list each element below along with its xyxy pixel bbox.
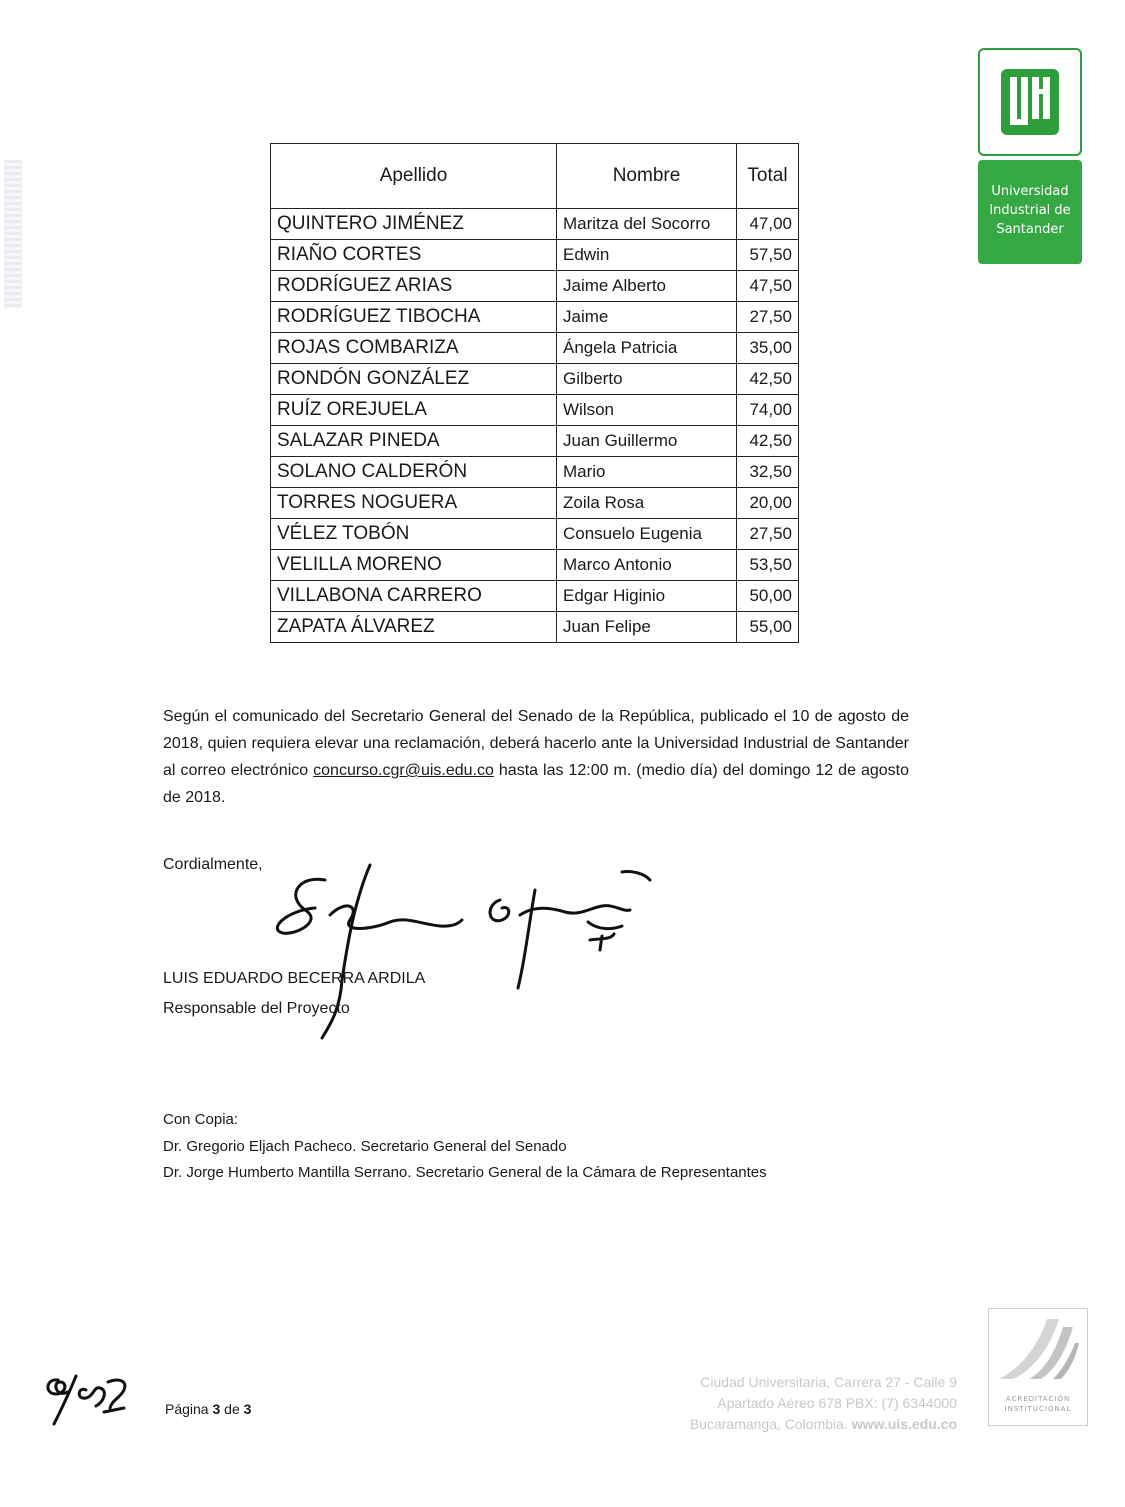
cell-apellido: VELILLA MORENO bbox=[271, 550, 557, 581]
cell-nombre: Wilson bbox=[557, 395, 737, 426]
logo-label-line-2: Industrial de bbox=[989, 203, 1071, 218]
page-label: Página bbox=[165, 1401, 209, 1417]
table-row bbox=[271, 519, 799, 550]
cc-title: Con Copia: bbox=[163, 1111, 239, 1128]
logo-label-line-1: Universidad bbox=[991, 184, 1069, 199]
cell-apellido: TORRES NOGUERA bbox=[271, 488, 557, 519]
footer-city: Bucaramanga, Colombia. bbox=[689, 1416, 848, 1432]
header-apellido: Apellido bbox=[271, 144, 557, 209]
signer-role: Responsable del Proyecto bbox=[163, 1000, 350, 1017]
cell-nombre: Maritza del Socorro bbox=[557, 209, 737, 240]
footer-website[interactable]: www.uis.edu.co bbox=[851, 1416, 957, 1432]
page-of: de bbox=[224, 1401, 240, 1417]
table-row bbox=[271, 209, 799, 240]
cell-total: 74,00 bbox=[737, 395, 799, 426]
notice-paragraph bbox=[163, 703, 909, 811]
cell-apellido: RODRÍGUEZ ARIAS bbox=[271, 271, 557, 302]
paragraph-text-after: hasta las 12:00 m. (medio día) del domingo 12 de agosto de 2018. bbox=[163, 762, 910, 806]
cell-total: 55,00 bbox=[737, 612, 799, 643]
table-header-row bbox=[271, 144, 799, 209]
cc-line-1: Dr. Gregorio Eljach Pacheco. Secretario General del Senado bbox=[163, 1138, 567, 1155]
cell-apellido: ZAPATA ÁLVAREZ bbox=[271, 612, 557, 643]
table-row bbox=[271, 457, 799, 488]
closing-text: Cordialmente, bbox=[163, 856, 263, 873]
cell-nombre: Jaime bbox=[557, 302, 737, 333]
cell-total: 20,00 bbox=[737, 488, 799, 519]
cell-nombre: Jaime Alberto bbox=[557, 271, 737, 302]
accreditation-line-1: ACREDITACIÓN bbox=[1005, 1395, 1071, 1403]
cell-apellido: SOLANO CALDERÓN bbox=[271, 457, 557, 488]
logo-label-line-3: Santander bbox=[996, 222, 1064, 237]
page-current: 3 bbox=[212, 1401, 221, 1417]
cell-apellido: ROJAS COMBARIZA bbox=[271, 333, 557, 364]
cell-apellido: RONDÓN GONZÁLEZ bbox=[271, 364, 557, 395]
header-nombre: Nombre bbox=[557, 144, 737, 209]
cell-apellido: VÉLEZ TOBÓN bbox=[271, 519, 557, 550]
table-row bbox=[271, 333, 799, 364]
footer-address bbox=[690, 1372, 957, 1435]
footer-line-2: Apartado Aéreo 678 PBX: (7) 6344000 bbox=[717, 1395, 957, 1411]
cell-nombre: Edwin bbox=[557, 240, 737, 271]
results-table bbox=[270, 143, 799, 643]
uis-logo bbox=[978, 48, 1082, 156]
cell-total: 32,50 bbox=[737, 457, 799, 488]
cell-nombre: Zoila Rosa bbox=[557, 488, 737, 519]
table-row bbox=[271, 488, 799, 519]
page-number bbox=[165, 1401, 251, 1417]
table-row bbox=[271, 364, 799, 395]
cell-total: 42,50 bbox=[737, 364, 799, 395]
cell-nombre: Edgar Higinio bbox=[557, 581, 737, 612]
cell-nombre: Ángela Patricia bbox=[557, 333, 737, 364]
cell-total: 50,00 bbox=[737, 581, 799, 612]
cell-total: 27,50 bbox=[737, 302, 799, 333]
cell-total: 47,50 bbox=[737, 271, 799, 302]
uis-logo-label bbox=[978, 160, 1082, 264]
cell-apellido: RUÍZ OREJUELA bbox=[271, 395, 557, 426]
table-row bbox=[271, 302, 799, 333]
page-total: 3 bbox=[243, 1401, 252, 1417]
cell-nombre: Mario bbox=[557, 457, 737, 488]
cc-line-2: Dr. Jorge Humberto Mantilla Serrano. Secretario General de la Cámara de Representantes bbox=[163, 1164, 767, 1181]
cell-nombre: Juan Guillermo bbox=[557, 426, 737, 457]
cell-total: 57,50 bbox=[737, 240, 799, 271]
cell-apellido: VILLABONA CARRERO bbox=[271, 581, 557, 612]
header-total: Total bbox=[737, 144, 799, 209]
side-stamp-mark bbox=[4, 160, 22, 308]
table-row bbox=[271, 271, 799, 302]
cell-total: 35,00 bbox=[737, 333, 799, 364]
accreditation-line-2: INSTITUCIONAL bbox=[1004, 1405, 1072, 1413]
paragraph-text-before: Según el comunicado del Secretario General del Senado de la República, publicado el 10 de agosto de 2018, quien requiera elevar una reclamación, deberá hacerlo ante la Universidad Industrial de Santander al correo electrónico bbox=[163, 708, 909, 779]
table-row bbox=[271, 581, 799, 612]
cell-apellido: SALAZAR PINEDA bbox=[271, 426, 557, 457]
handwritten-initials bbox=[38, 1368, 138, 1428]
table-row bbox=[271, 395, 799, 426]
handwritten-signature bbox=[230, 860, 670, 1050]
cell-total: 27,50 bbox=[737, 519, 799, 550]
accreditation-seal bbox=[988, 1308, 1088, 1426]
email-link[interactable]: concurso.cgr@uis.edu.co bbox=[313, 762, 494, 779]
cell-apellido: RIAÑO CORTES bbox=[271, 240, 557, 271]
cell-nombre: Gilberto bbox=[557, 364, 737, 395]
table-row bbox=[271, 426, 799, 457]
table-row bbox=[271, 612, 799, 643]
cell-apellido: QUINTERO JIMÉNEZ bbox=[271, 209, 557, 240]
cell-total: 47,00 bbox=[737, 209, 799, 240]
cell-nombre: Juan Felipe bbox=[557, 612, 737, 643]
cell-total: 42,50 bbox=[737, 426, 799, 457]
signer-name: LUIS EDUARDO BECERRA ARDILA bbox=[163, 970, 426, 987]
table-row bbox=[271, 550, 799, 581]
cell-nombre: Consuelo Eugenia bbox=[557, 519, 737, 550]
cell-nombre: Marco Antonio bbox=[557, 550, 737, 581]
footer-line-3 bbox=[690, 1414, 957, 1435]
uis-logo-mark bbox=[995, 65, 1065, 139]
table-row bbox=[271, 240, 799, 271]
cell-apellido: RODRÍGUEZ TIBOCHA bbox=[271, 302, 557, 333]
cell-total: 53,50 bbox=[737, 550, 799, 581]
accreditation-mark-icon bbox=[989, 1309, 1086, 1389]
footer-line-1: Ciudad Universitaria, Carrera 27 - Calle 9 bbox=[700, 1374, 957, 1390]
